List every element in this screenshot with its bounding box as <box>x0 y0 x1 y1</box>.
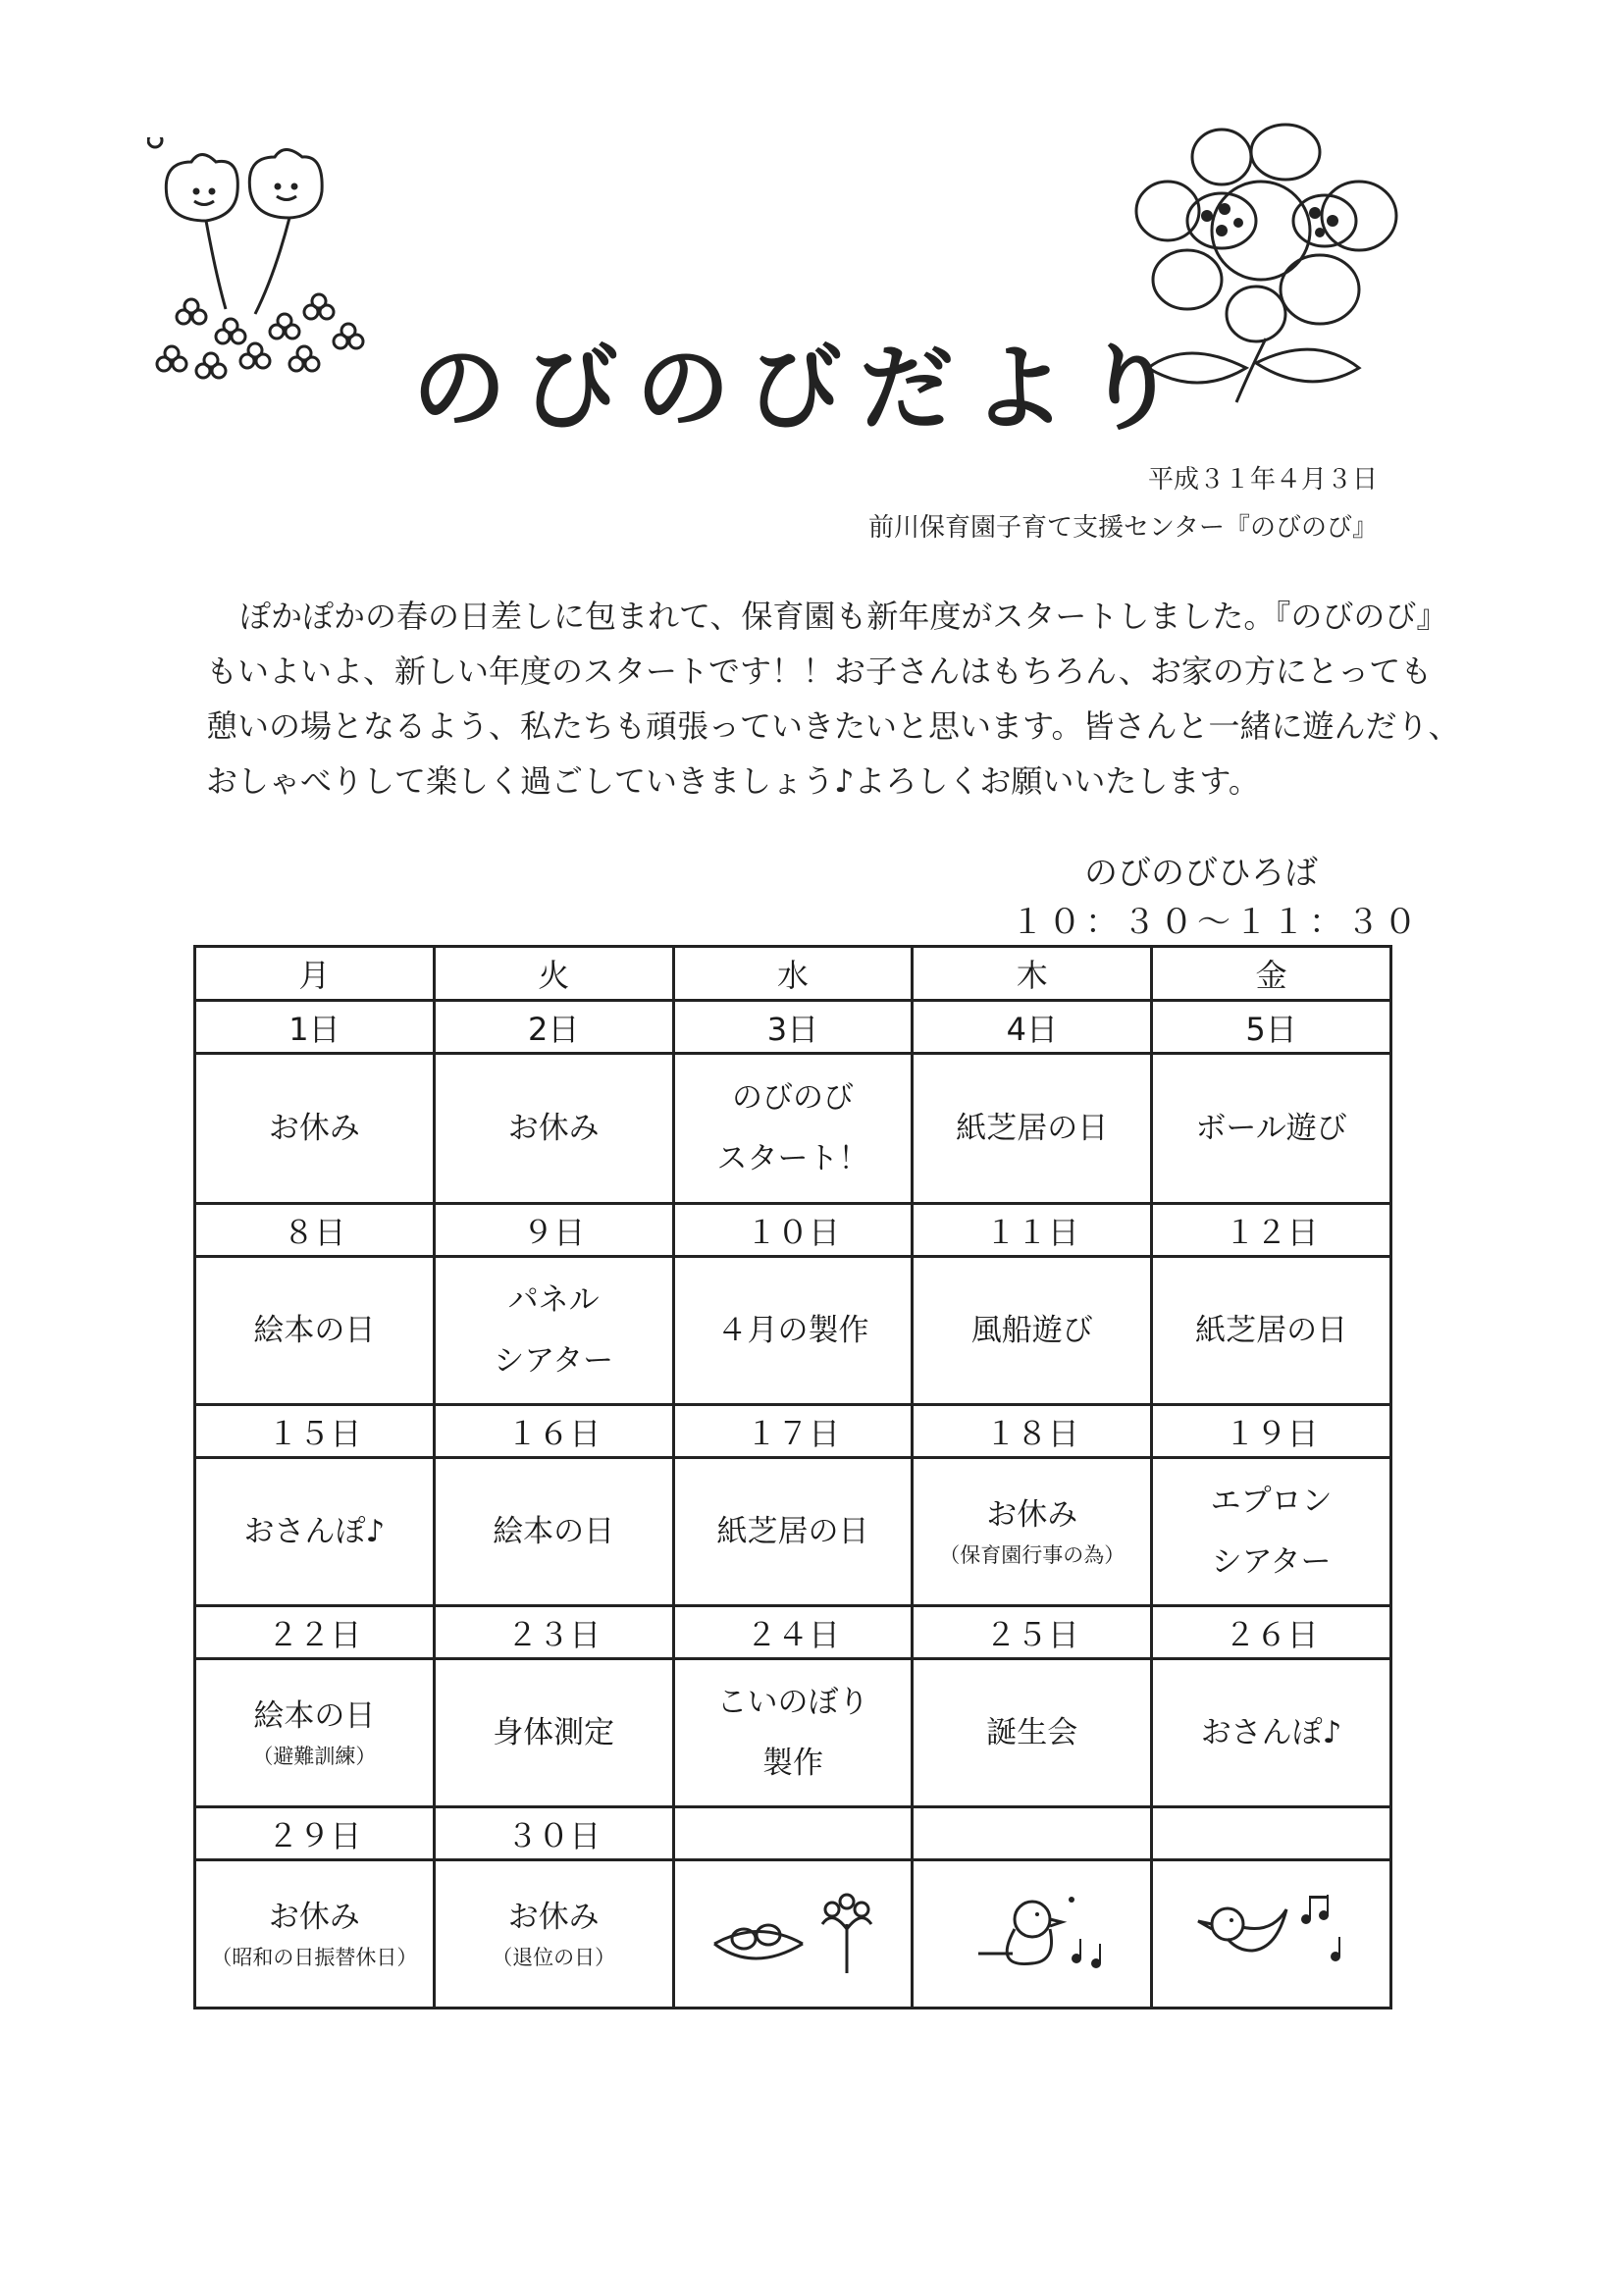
activity-label: シアター <box>1211 1544 1332 1580</box>
activity-label: ボール遊び <box>1195 1111 1347 1146</box>
activity-row <box>195 1458 1391 1606</box>
activity-row <box>195 1860 1391 2009</box>
date-cell <box>673 1807 913 1860</box>
session-time: １０：３０～１１：３０ <box>1011 903 1421 942</box>
date-cell: １７日 <box>673 1405 913 1458</box>
activity-row <box>195 1257 1391 1405</box>
activity-cell <box>913 1659 1152 1807</box>
activity-cell <box>434 1659 673 1807</box>
activity-label: ４月の製作 <box>716 1313 869 1348</box>
activity-label: 絵本の日 <box>493 1514 615 1549</box>
weekday-tue: 火 <box>434 947 673 1001</box>
weekday-mon: 月 <box>195 947 435 1001</box>
date-row <box>195 1405 1391 1458</box>
weekday-wed: 水 <box>673 947 913 1001</box>
activity-cell <box>673 1458 913 1606</box>
activity-cell <box>1152 1860 1391 2009</box>
date-row <box>195 1204 1391 1257</box>
date-row <box>195 1001 1391 1054</box>
activity-label: おさんぽ♪ <box>243 1514 386 1549</box>
activity-cell <box>195 1054 435 1204</box>
activity-cell <box>913 1860 1152 2009</box>
intro-line: ぽかぽかの春の日差しに包まれて、保育園も新年度がスタートしました。『のびのび』 <box>239 598 1448 635</box>
weekday-fri: 金 <box>1152 947 1391 1001</box>
activity-cell <box>434 1257 673 1405</box>
weekday-thu: 木 <box>913 947 1152 1001</box>
activity-cell <box>434 1458 673 1606</box>
date-row <box>195 1807 1391 1860</box>
activity-cell <box>673 1054 913 1204</box>
activity-cell <box>195 1458 435 1606</box>
date-cell: １０日 <box>673 1204 913 1257</box>
activity-label: 紙芝居の日 <box>956 1111 1109 1146</box>
date-cell: ８日 <box>195 1204 435 1257</box>
date-cell: １２日 <box>1152 1204 1391 1257</box>
clover-flowers-illustration <box>147 137 383 392</box>
flying-bird-music-icon <box>1153 1861 1389 2007</box>
date-cell: ３０日 <box>434 1807 673 1860</box>
activity-label: お休み <box>268 1900 360 1935</box>
activity-row <box>195 1659 1391 1807</box>
date-cell: ２２日 <box>195 1606 435 1659</box>
weekday-header-row <box>195 947 1391 1001</box>
date-cell: １１日 <box>913 1204 1152 1257</box>
activity-cell <box>913 1054 1152 1204</box>
activity-label: パネル <box>507 1282 600 1318</box>
date-cell: 2日 <box>434 1001 673 1054</box>
date-cell <box>1152 1807 1391 1860</box>
activity-cell <box>195 1860 435 2009</box>
intro-message <box>206 589 1460 809</box>
activity-label: お休み <box>507 1900 600 1935</box>
issue-date: 平成３１年４月３日 <box>1147 465 1378 495</box>
activity-cell <box>1152 1257 1391 1405</box>
date-cell: ２６日 <box>1152 1606 1391 1659</box>
activity-cell <box>434 1054 673 1204</box>
date-cell: ２９日 <box>195 1807 435 1860</box>
date-cell: １９日 <box>1152 1405 1391 1458</box>
activity-note: （避難訓練） <box>252 1745 377 1768</box>
activity-label: エプロン <box>1210 1484 1333 1519</box>
date-cell: ２４日 <box>673 1606 913 1659</box>
activity-cell <box>195 1659 435 1807</box>
activity-label: 紙芝居の日 <box>1195 1313 1348 1348</box>
activity-label: おさんぽ♪ <box>1200 1715 1342 1750</box>
activity-note: （昭和の日振替休日） <box>211 1946 418 1969</box>
activity-label: 誕生会 <box>986 1715 1078 1750</box>
activity-label: 風船遊び <box>970 1313 1093 1348</box>
activity-cell <box>913 1458 1152 1606</box>
activity-cell <box>673 1659 913 1807</box>
date-cell: ９日 <box>434 1204 673 1257</box>
activity-calendar <box>193 945 1392 2009</box>
date-row <box>195 1606 1391 1659</box>
activity-cell <box>1152 1659 1391 1807</box>
nest-flowers-icon <box>675 1861 912 2007</box>
newsletter-title: のびのびだより <box>412 334 1195 444</box>
activity-label: お休み <box>986 1497 1078 1533</box>
date-cell <box>913 1807 1152 1860</box>
activity-label: 絵本の日 <box>253 1313 376 1348</box>
activity-row <box>195 1054 1391 1204</box>
date-cell: １６日 <box>434 1405 673 1458</box>
activity-label: スタート！ <box>716 1141 869 1176</box>
bird-music-icon <box>914 1861 1150 2007</box>
intro-line: もいよいよ、新しい年度のスタートです！！お子さんはもちろん、お家の方にとっても <box>206 652 1433 690</box>
activity-label: 製作 <box>761 1746 823 1781</box>
date-cell: 5日 <box>1152 1001 1391 1054</box>
activity-cell <box>434 1860 673 2009</box>
activity-cell <box>673 1860 913 2009</box>
activity-label: のびのび <box>731 1080 854 1116</box>
date-cell: 3日 <box>673 1001 913 1054</box>
date-cell: １５日 <box>195 1405 435 1458</box>
activity-cell <box>195 1257 435 1405</box>
date-cell: 4日 <box>913 1001 1152 1054</box>
activity-cell <box>1152 1458 1391 1606</box>
date-cell: 1日 <box>195 1001 435 1054</box>
activity-cell <box>1152 1054 1391 1204</box>
intro-line: 憩いの場となるよう、私たちも頑張っていきたいと思います。皆さんと一緒に遊んだり、 <box>206 707 1460 745</box>
activity-label: 身体測定 <box>493 1715 615 1750</box>
date-cell: ２５日 <box>913 1606 1152 1659</box>
activity-note: （保育園行事の為） <box>939 1543 1126 1567</box>
date-cell: ２３日 <box>434 1606 673 1659</box>
activity-label: お休み <box>507 1111 600 1146</box>
activity-label: こいのぼり <box>716 1685 869 1720</box>
organization-name: 前川保育園子育て支援センター『のびのび』 <box>868 513 1378 543</box>
activity-label: シアター <box>494 1343 614 1379</box>
activity-cell <box>913 1257 1152 1405</box>
activity-note: （退位の日） <box>492 1946 616 1969</box>
session-name: のびのびひろば <box>1084 854 1318 893</box>
activity-label: 絵本の日 <box>253 1698 376 1734</box>
activity-label: 紙芝居の日 <box>716 1514 869 1549</box>
activity-cell <box>673 1257 913 1405</box>
intro-line: おしゃべりして楽しく過ごしていきましょう♪よろしくお願いいたします。 <box>206 762 1260 800</box>
activity-label: お休み <box>268 1111 360 1146</box>
date-cell: １８日 <box>913 1405 1152 1458</box>
